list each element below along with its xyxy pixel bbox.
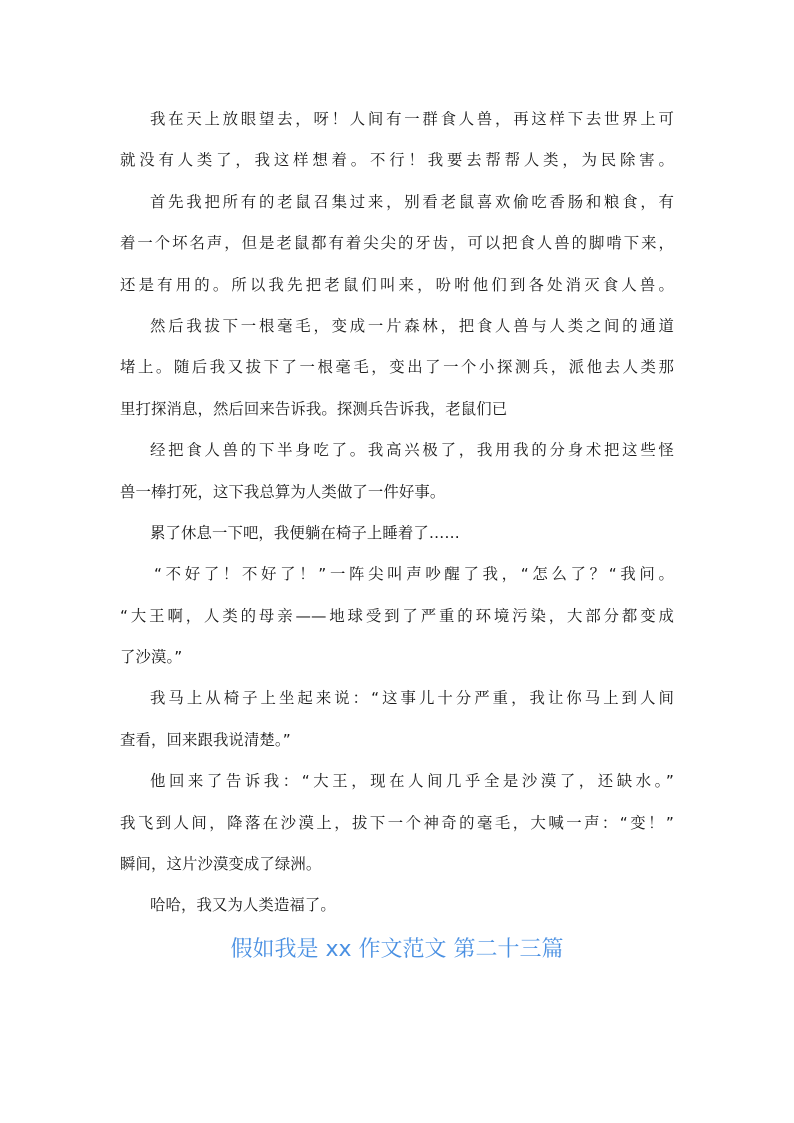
essay-line: 还是有用的。所以我先把老鼠们叫来，吩咐他们到各处消灭食人兽。 [120,275,674,294]
essay-line: 堵上。随后我又拔下了一根毫毛，变出了一个小探测兵，派他去人类那 [120,358,674,377]
essay-line: 首先我把所有的老鼠召集过来，别看老鼠喜欢偷吃香肠和粮食，有 [150,192,674,211]
essay-line: 查看，回来跟我说清楚。” [120,730,291,749]
essay-line: 我飞到人间，降落在沙漠上，拔下一个神奇的毫毛，大喊一声：“变！” [120,813,674,832]
essay-line: 就没有人类了，我这样想着。不行！我要去帮帮人类，为民除害。 [120,151,674,170]
essay-line: 我在天上放眼望去，呀！人间有一群食人兽，再这样下去世界上可 [150,110,674,128]
essay-line: 着一个坏名声，但是老鼠都有着尖尖的牙齿，可以把食人兽的脚啃下来， [120,234,674,253]
essay-line: 了沙漠。” [120,648,183,667]
essay-line: 经把食人兽的下半身吃了。我高兴极了，我用我的分身术把这些怪 [150,441,674,460]
essay-line: “大王啊，人类的母亲——地球受到了严重的环境污染，大部分都变成 [120,606,674,625]
essay-line: 里打探消息，然后回来告诉我。探测兵告诉我，老鼠们已 [120,399,508,418]
essay-line: “不好了！不好了！”一阵尖叫声吵醒了我，“怎么了？“我问。 [154,565,674,584]
essay-line: 然后我拔下一根毫毛，变成一片森林，把食人兽与人类之间的通道 [150,316,674,335]
essay-line: 我马上从椅子上坐起来说：“这事儿十分严重，我让你马上到人间 [150,689,674,708]
essay-line: 他回来了告诉我：“大王，现在人间几乎全是沙漠了，还缺水。” [150,772,674,791]
essay-line: 累了休息一下吧，我便躺在椅子上睡着了…… [150,523,460,542]
essay-line: 兽一棒打死，这下我总算为人类做了一件好事。 [120,482,446,501]
essay-line: 瞬间，这片沙漠变成了绿洲。 [120,855,322,874]
next-essay-title: 假如我是 xx 作文范文 第二十三篇 [230,937,564,962]
essay-body [120,102,674,930]
essay-line: 哈哈，我又为人类造福了。 [150,896,336,915]
